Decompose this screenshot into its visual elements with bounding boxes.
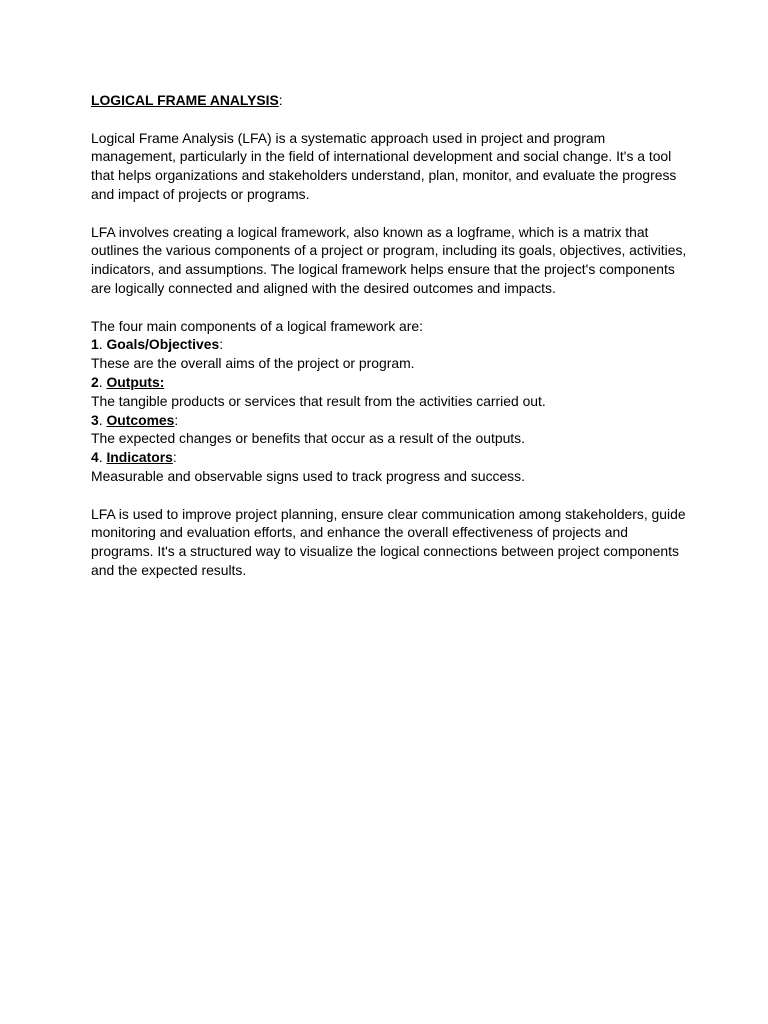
component-heading-3 (91, 411, 691, 430)
spacer (91, 110, 691, 129)
components-intro: The four main components of a logical framework are: (91, 317, 423, 334)
document-title-colon: : (278, 92, 283, 108)
component-description-4: Measurable and observable signs used to track progress and success. (91, 467, 525, 484)
component-number: 3 (91, 411, 99, 428)
closing-paragraph: LFA is used to improve project planning, ensure clear communication among stakeholders, guide monitoring and evaluation efforts, and enhance the overall effectiveness of projects and programs. It's a structured way to visualize the logical connections between project components and the expected results. (91, 505, 686, 578)
component-description-2: The tangible products or services that result from the activities carried out. (91, 392, 546, 409)
component-separator: . (98, 449, 107, 466)
component-separator: . (98, 336, 107, 353)
component-heading-2 (91, 373, 691, 392)
document-body (91, 91, 691, 580)
component-suffix: : (174, 411, 179, 428)
component-heading-4 (91, 448, 691, 467)
intro-paragraph-2: LFA involves creating a logical framework, also known as a logframe, which is a matrix that outlines the various components of a project or program, including its goals, objectives, activities, indicators, and assumptions. The logical framework helps ensure that the project's components are logically connected and aligned with the desired outcomes and impacts. (91, 223, 687, 296)
document-heading (91, 91, 691, 110)
component-description-3: The expected changes or benefits that occur as a result of the outputs. (91, 430, 525, 447)
component-separator: . (98, 411, 107, 428)
component-number: 4 (91, 449, 99, 466)
component-description-1: These are the overall aims of the project or program. (91, 355, 415, 372)
spacer (91, 298, 691, 317)
component-suffix: : (219, 336, 224, 353)
component-suffix: : (172, 449, 177, 466)
intro-paragraph-1: Logical Frame Analysis (LFA) is a systematic approach used in project and program management, particularly in the field of international development and social change. It's a tool that helps organizations and stakeholders understand, plan, monitor, and evaluate the progress and impact of projects or programs. (91, 129, 677, 202)
component-number: 2 (91, 373, 99, 390)
component-heading-1 (91, 335, 691, 354)
component-name: Goals/Objectives (106, 336, 220, 353)
document-title: LOGICAL FRAME ANALYSIS (91, 92, 279, 108)
component-name: Outcomes (106, 411, 175, 428)
spacer (91, 204, 691, 223)
spacer (91, 486, 691, 505)
component-separator: . (98, 373, 107, 390)
component-number: 1 (91, 336, 99, 353)
component-name: Indicators (106, 449, 173, 466)
component-name: Outputs: (106, 373, 165, 390)
